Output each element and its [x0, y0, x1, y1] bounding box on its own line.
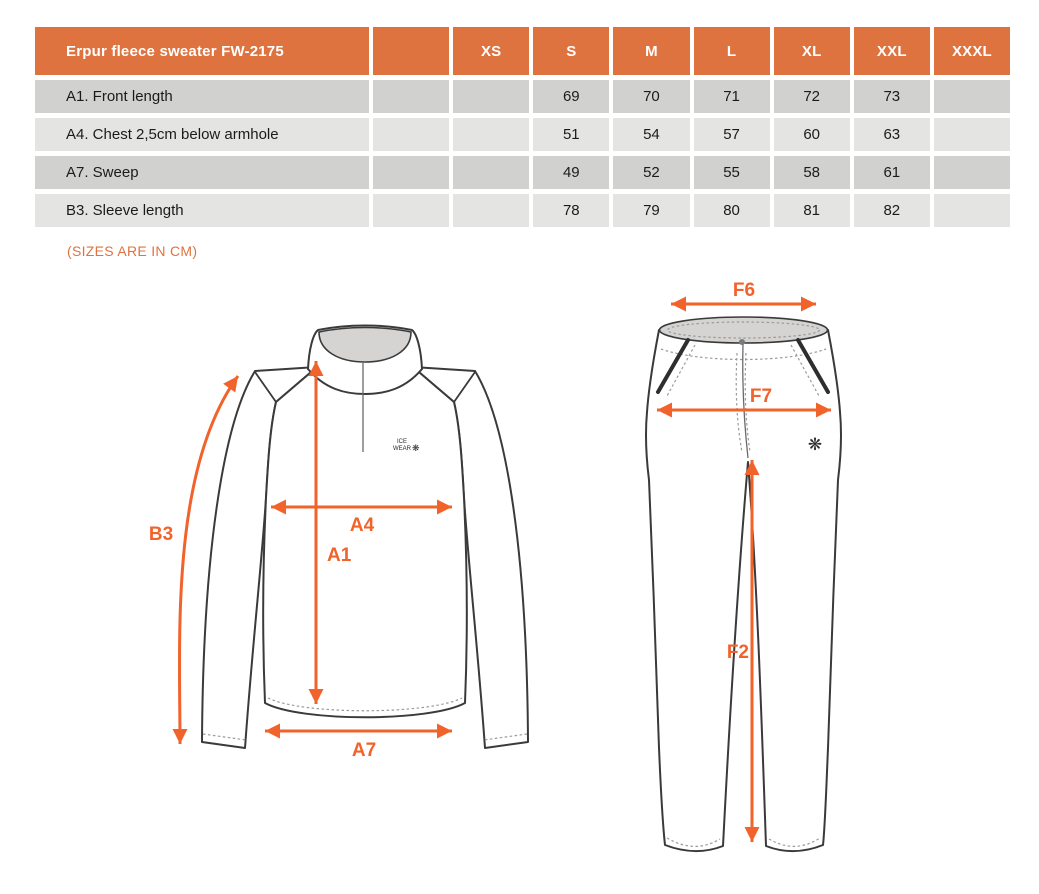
value-cell: 55	[694, 156, 770, 189]
a1-label: A1	[327, 545, 352, 566]
a4-label: A4	[349, 515, 375, 536]
value-cell: 78	[533, 194, 609, 227]
value-cell: 69	[533, 80, 609, 113]
row-label: A1. Front length	[35, 80, 369, 113]
icewear-logo-line1: ICE	[396, 439, 408, 445]
value-cell: 79	[613, 194, 689, 227]
value-cell	[453, 194, 529, 227]
value-cell	[373, 194, 449, 227]
value-cell	[934, 80, 1010, 113]
row-label: A4. Chest 2,5cm below armhole	[35, 118, 369, 151]
sizes-note: (SIZES ARE IN CM)	[67, 243, 198, 259]
column-header-xs: XS	[453, 27, 529, 75]
value-cell	[373, 80, 449, 113]
value-cell	[453, 80, 529, 113]
row-label: A7. Sweep	[35, 156, 369, 189]
column-header-blank	[373, 27, 449, 75]
f2-label: F2	[726, 642, 749, 663]
table-title: Erpur fleece sweater FW-2175	[35, 27, 369, 75]
row-label: B3. Sleeve length	[35, 194, 369, 227]
a7-label: A7	[351, 740, 377, 761]
value-cell: 49	[533, 156, 609, 189]
value-cell	[373, 156, 449, 189]
sweater-body	[263, 367, 467, 717]
value-cell: 81	[774, 194, 850, 227]
value-cell: 57	[694, 118, 770, 151]
value-cell: 61	[854, 156, 930, 189]
value-cell: 70	[613, 80, 689, 113]
value-cell: 80	[694, 194, 770, 227]
size-table	[35, 27, 1010, 227]
value-cell: 73	[854, 80, 930, 113]
value-cell: 63	[854, 118, 930, 151]
pants-diagram	[628, 275, 928, 890]
value-cell: 82	[854, 194, 930, 227]
value-cell	[934, 156, 1010, 189]
snowflake-icon: ❋	[807, 435, 823, 454]
waist-opening	[660, 317, 828, 343]
value-cell: 54	[613, 118, 689, 151]
column-header-xxxl: XXXL	[934, 27, 1010, 75]
value-cell: 72	[774, 80, 850, 113]
snowflake-icon: ❋	[412, 443, 420, 453]
value-cell	[453, 118, 529, 151]
value-cell: 51	[533, 118, 609, 151]
column-header-m: M	[613, 27, 689, 75]
value-cell: 58	[774, 156, 850, 189]
column-header-l: L	[694, 27, 770, 75]
f7-label: F7	[749, 386, 773, 407]
b3-label: B3	[148, 524, 174, 545]
column-header-xl: XL	[774, 27, 850, 75]
column-header-xxl: XXL	[854, 27, 930, 75]
f6-label: F6	[732, 280, 756, 301]
value-cell	[373, 118, 449, 151]
column-header-s: S	[533, 27, 609, 75]
value-cell: 60	[774, 118, 850, 151]
waist-button	[739, 339, 745, 345]
icewear-logo-line2: WEAR	[393, 446, 411, 452]
sweater-diagram	[140, 283, 585, 793]
value-cell: 52	[613, 156, 689, 189]
value-cell	[934, 194, 1010, 227]
value-cell	[934, 118, 1010, 151]
value-cell	[453, 156, 529, 189]
value-cell: 71	[694, 80, 770, 113]
